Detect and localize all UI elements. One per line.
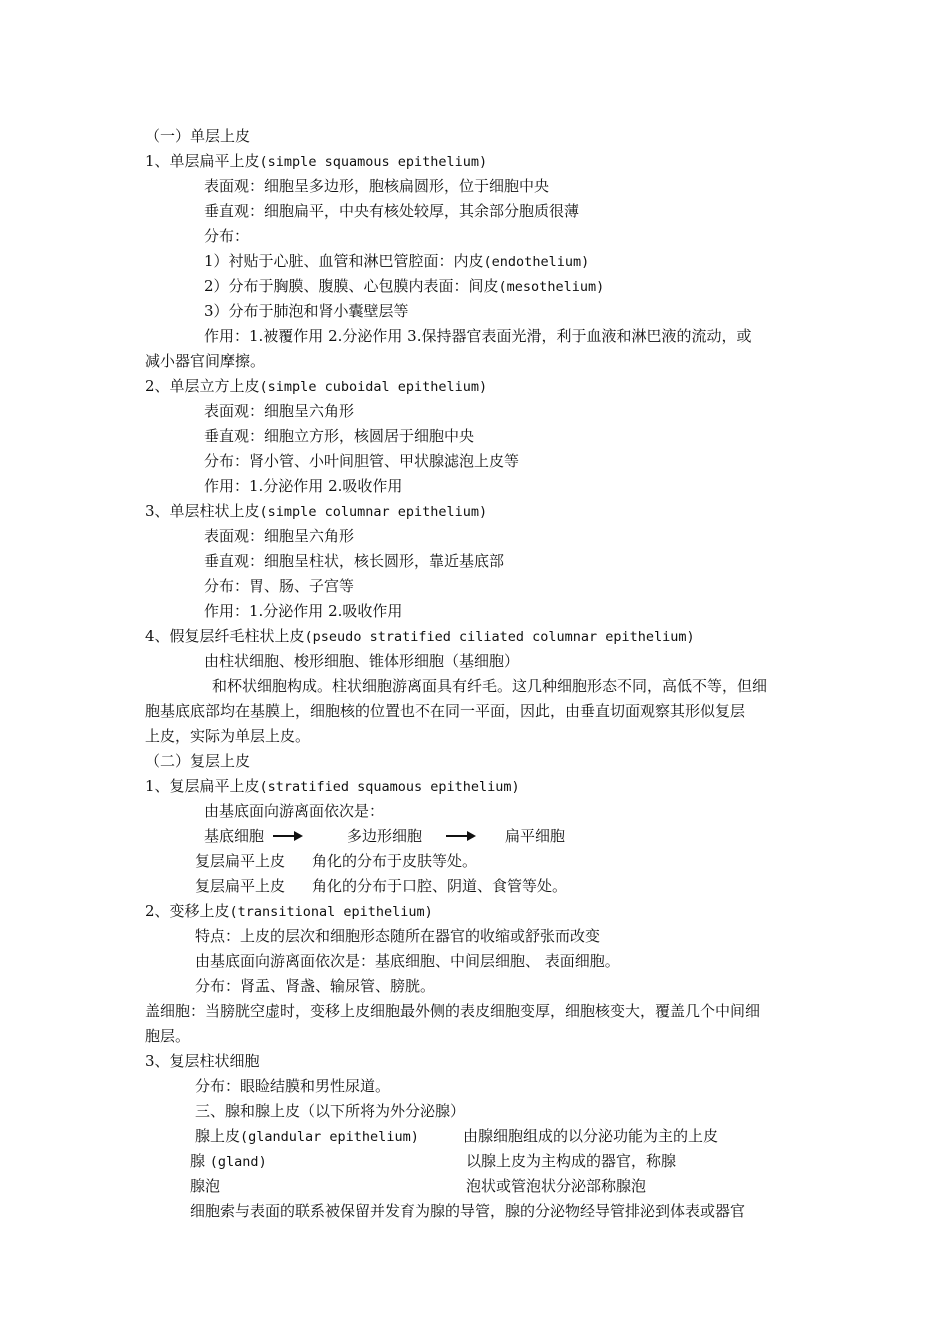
cell-flat: 扁平细胞 [505,827,566,845]
cap-cell-line-cont: 胞层。 [145,1027,191,1045]
acinus-definition: 泡状或管泡状分泌部称腺泡 [466,1177,647,1195]
section-three-title: 三、腺和腺上皮（以下所将为外分泌腺） [195,1102,466,1120]
stratified-columnar-heading: 3、复层柱状细胞 [145,1052,260,1070]
composition-paragraph-line: 和杯状细胞构成。柱状细胞游离面具有纤毛。这几种细胞形态不同，高低不等，但细 [212,677,768,695]
transitional-heading: 2、变移上皮(transitional epithelium) [145,902,433,920]
stratified-squamous-heading: 1、复层扁平上皮(stratified squamous epithelium) [145,777,520,795]
cap-cell-line: 盖细胞：当膀胱空虚时，变移上皮细胞最外侧的表皮细胞变厚，细胞核变大，覆盖几个中间细 [145,1002,761,1020]
surface-view-line: 表面观：细胞呈六角形 [204,527,355,545]
vertical-view-line: 垂直观：细胞呈柱状，核长圆形，靠近基底部 [204,552,505,570]
vertical-view-line: 垂直观：细胞扁平，中央有核处较厚，其余部分胞质很薄 [204,202,580,220]
layer-order-intro: 由基底面向游离面依次是： [204,802,385,820]
distribution-item: 2）分布于胸膜、腹膜、心包膜内表面：间皮(mesothelium) [204,277,605,295]
distribution-label: 分布： [204,227,250,245]
distribution-line: 分布：眼睑结膜和男性尿道。 [195,1077,391,1095]
surface-view-line: 表面观：细胞呈多边形，胞核扁圆形，位于细胞中央 [204,177,550,195]
function-line-cont: 减小器官间摩擦。 [145,352,266,370]
feature-line: 特点：上皮的层次和细胞形态随所在器官的收缩或舒张而改变 [195,927,601,945]
acinus-term: 腺泡 [190,1177,221,1195]
distribution-line: 分布：胃、肠、子宫等 [204,577,355,595]
gland-definition: 以腺上皮为主构成的器官，称腺 [466,1152,677,1170]
cell-basal: 基底细胞 [204,827,265,845]
gland-term: 腺 (gland) [190,1152,267,1170]
glandular-definition: 由腺细胞组成的以分泌功能为主的上皮 [463,1127,719,1145]
vertical-view-line: 垂直观：细胞立方形，核圆居于细胞中央 [204,427,475,445]
arrow-right-icon [446,835,474,837]
composition-line: 由柱状细胞、梭形细胞、锥体形细胞（基细胞） [204,652,520,670]
function-line: 作用：1.分泌作用 2.吸收作用 [204,602,403,620]
layer-order-line: 由基底面向游离面依次是：基底细胞、中间层细胞、 表面细胞。 [195,952,620,970]
pseudostratified-heading: 4、假复层纤毛柱状上皮(pseudo stratified ciliated columnar epithelium) [145,627,695,645]
function-line: 作用：1.被覆作用 2.分泌作用 3.保持器官表面光滑，利于血液和淋巴液的流动，或 [204,327,752,345]
section-two-title: （二）复层上皮 [145,752,251,770]
glandular-term: 腺上皮(glandular epithelium) [195,1127,419,1145]
distribution-line: 分布：肾小管、小叶间胆管、甲状腺滤泡上皮等 [204,452,520,470]
simple-columnar-heading: 3、单层柱状上皮(simple columnar epithelium) [145,502,488,520]
composition-paragraph-line: 胞基底底部均在基膜上，细胞核的位置也不在同一平面，因此，由垂直切面观察其形似复层 [145,702,746,720]
duct-line: 细胞索与表面的联系被保留并发育为腺的导管，腺的分泌物经导管排泌到体表或器官 [190,1202,746,1220]
composition-paragraph-line: 上皮，实际为单层上皮。 [145,727,311,745]
section-one-title: （一）单层上皮 [145,127,251,145]
function-line: 作用：1.分泌作用 2.吸收作用 [204,477,403,495]
distribution-line: 分布：肾盂、肾盏、输尿管、膀胱。 [195,977,436,995]
nonkeratinized-line: 复层扁平上皮 角化的分布于口腔、阴道、食管等处。 [195,877,568,895]
simple-squamous-heading: 1、单层扁平上皮(simple squamous epithelium) [145,152,488,170]
surface-view-line: 表面观：细胞呈六角形 [204,402,355,420]
distribution-item: 1）衬贴于心脏、血管和淋巴管腔面：内皮(endothelium) [204,252,590,270]
cell-polygonal: 多边形细胞 [347,827,423,845]
distribution-item: 3）分布于肺泡和肾小囊壁层等 [204,302,409,320]
arrow-right-icon [273,835,301,837]
keratinized-line: 复层扁平上皮 角化的分布于皮肤等处。 [195,852,478,870]
simple-cuboidal-heading: 2、单层立方上皮(simple cuboidal epithelium) [145,377,488,395]
